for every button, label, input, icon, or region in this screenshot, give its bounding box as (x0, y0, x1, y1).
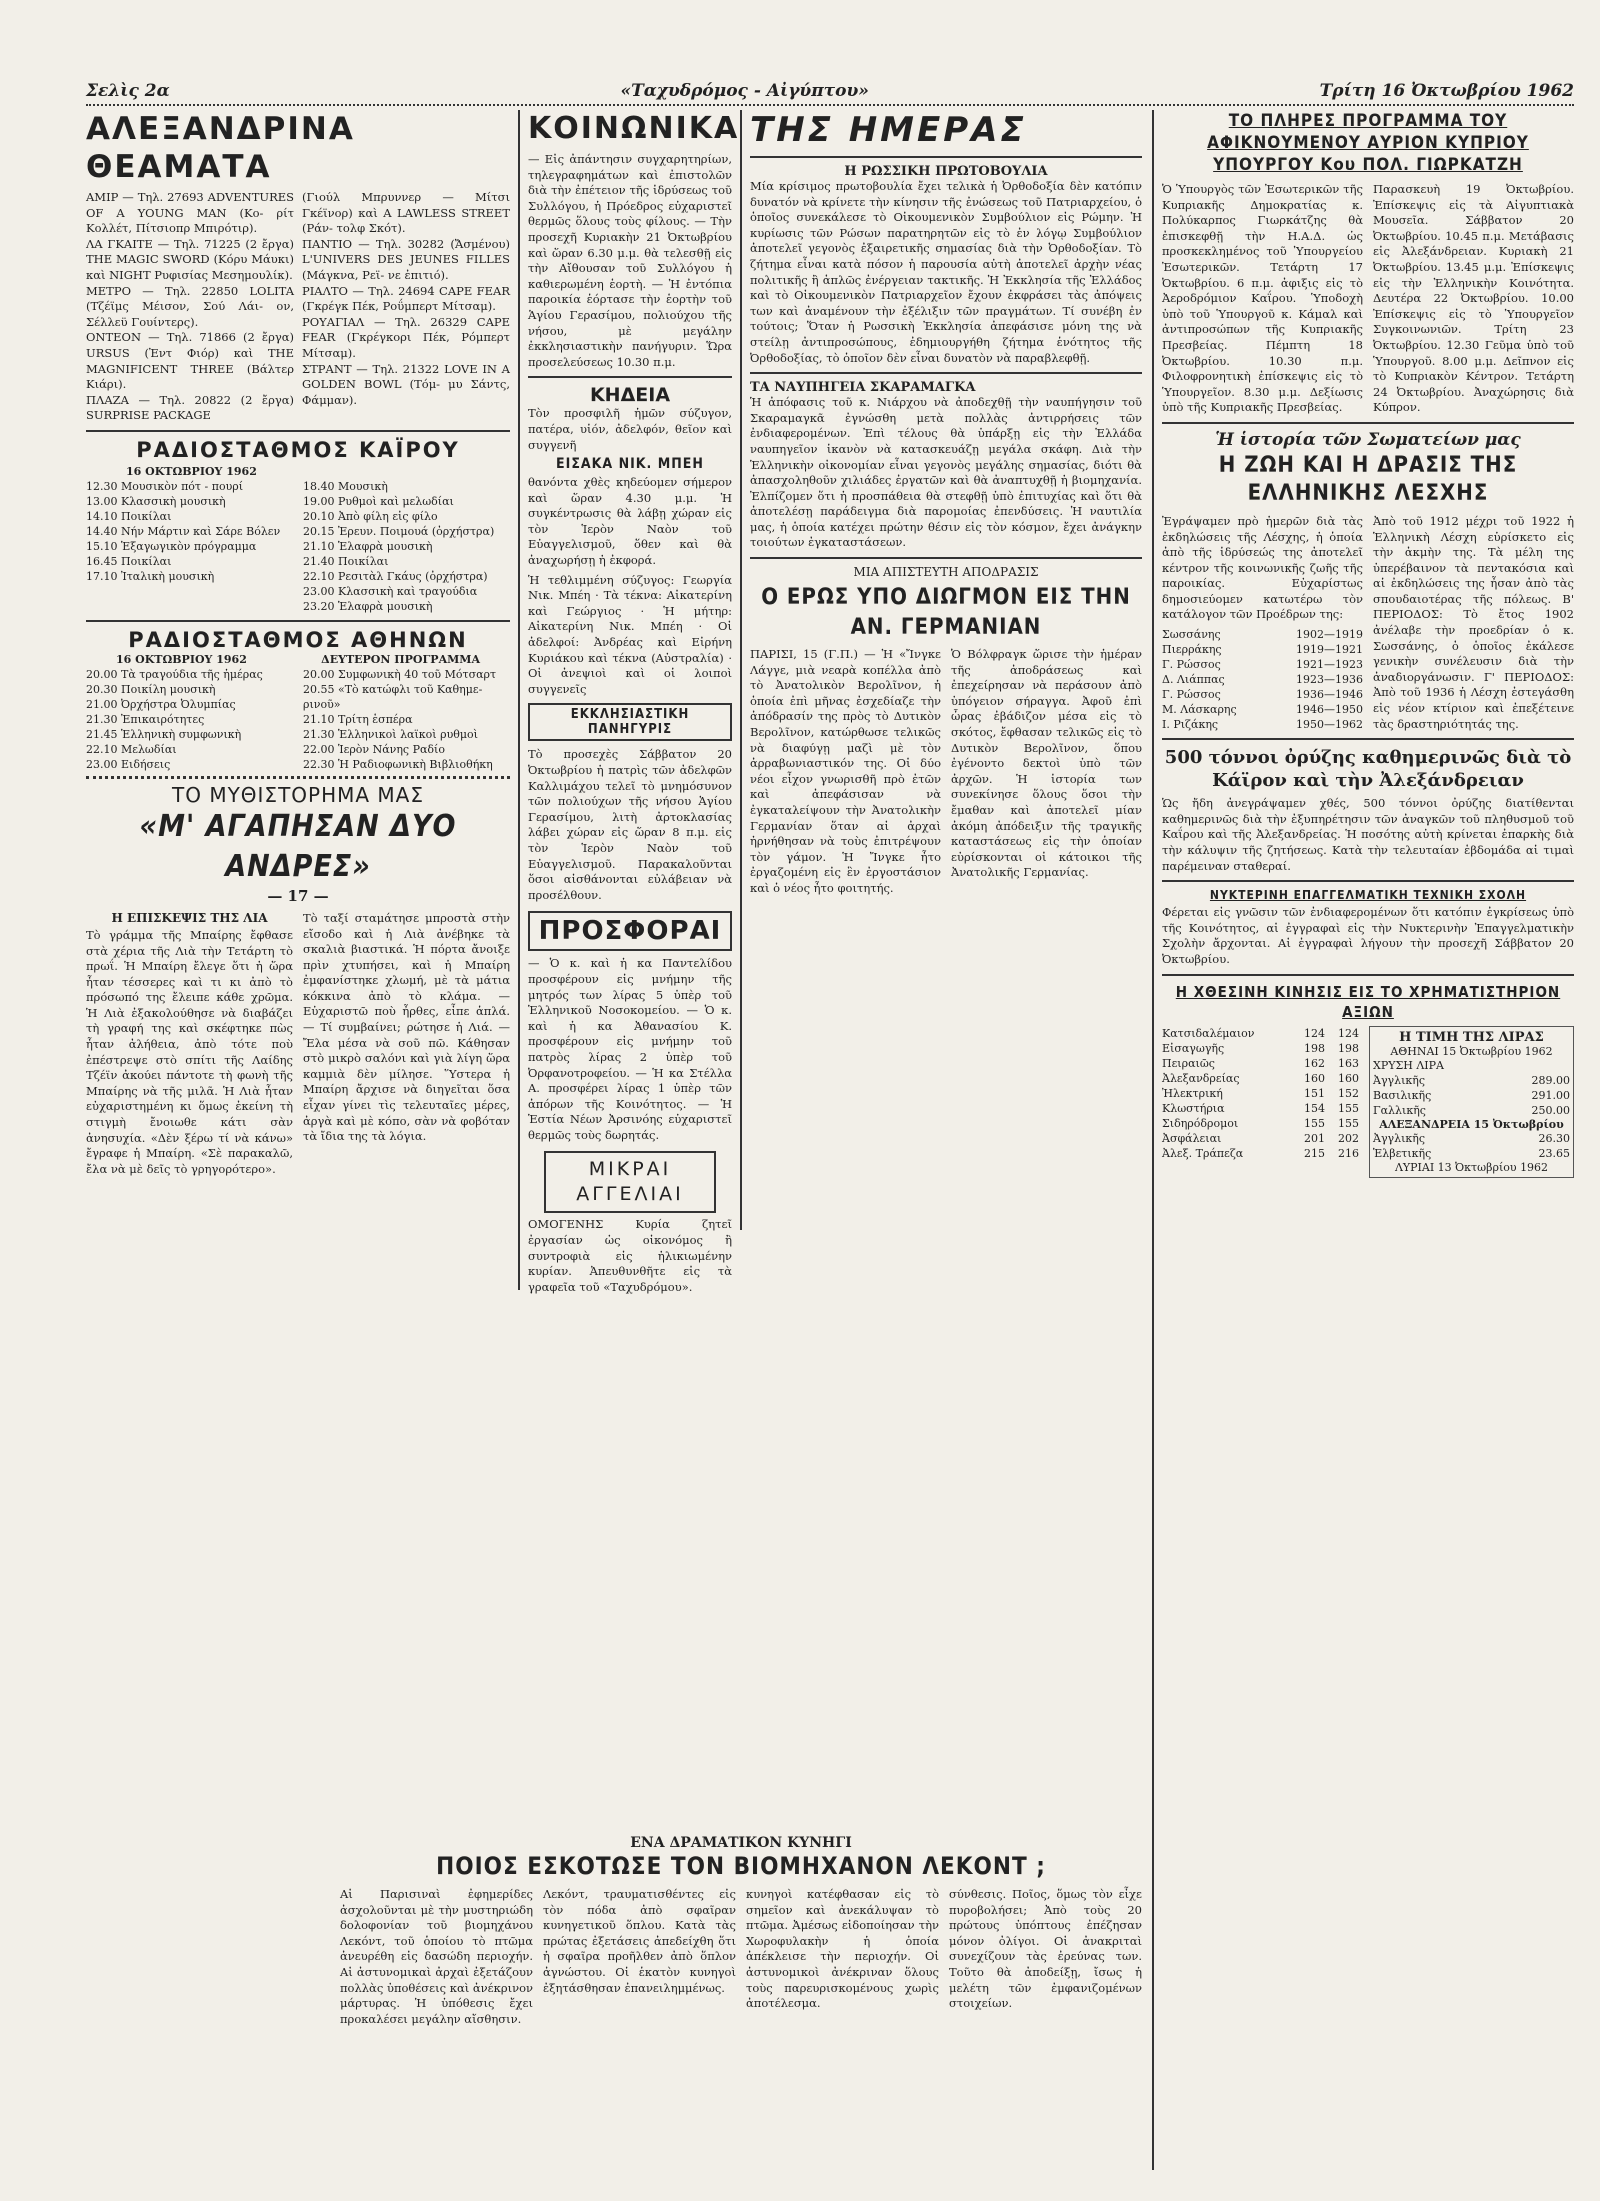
market-row-close: 198 (1338, 1041, 1359, 1055)
cinema-listing: ΡΟΥΑΓΙΑΛ — Τηλ. 26329 CAPE FEAR (Γκρέγκορι Πέκ, Ρόμπερτ Μίτσαμ). (302, 314, 510, 360)
bottom-text-d: σύνθεσις. Ποῖος, ὅμως τὸν εἶχε πυροβολήσει; Ἀπὸ τοὺς 20 πρώτους ὑπόπτους ἐπέζησαν μόνον ὀλίγοι. Οἱ ἀνακριταὶ συνεχίζουν τὰς ἐρεύνας των. Τοῦτο θὰ ἀποδείξῃ, ἴσως ἡ μελέτη τῶν ἐμφανιζομένων στοιχείων. (949, 1887, 1142, 2011)
gold-row-label: Γαλλικῆς (1373, 1103, 1426, 1117)
president-row-label: Μ. Λάσκαρης (1162, 703, 1237, 717)
escape-title: Ο ΕΡΩΣ ΥΠΟ ΔΙΩΓΜΟΝ ΕΙΣ ΤΗΝ ΑΝ. ΓΕΡΜΑΝΙΑΝ (761, 585, 1131, 641)
president-row-value: 1936—1946 (1296, 688, 1363, 702)
church-text: Τὸ προσεχὲς Σάββατον 20 Ὀκτωβρίου ἡ πατρὶς τῶν ἀδελφῶν Καλλιμάχου τελεῖ τὸ μνημόσυνον τῶν πολιούχων τῆς νήσου Ἁγίου Γερασίμου, λιτὴ ἀρτοκλασίας λάβει χώραν εἰς ὥραν 8 π.μ. εἰς τὸν Ἱερὸν Ναὸν τοῦ Εὐαγγελισμοῦ. Παρακαλοῦνται ὅσοι αἰσθάνονται εὐλάβειαν νὰ προσέλθουν. (528, 747, 732, 902)
bottom-title: ΠΟΙΟΣ ΕΣΚΟΤΩΣΕ ΤΟΝ ΒΙΟΜΗΧΑΝΟΝ ΛΕΚΟΝΤ ; (436, 1852, 1046, 1880)
market-row (1162, 1041, 1359, 1056)
schedule-item: 15.10 Ἑξαγωγικὸν πρόγραμμα (86, 539, 257, 553)
gold-date: ΑΘΗΝΑΙ 15 Ὀκτωβρίου 1962 (1390, 1044, 1553, 1058)
market-row (1162, 1131, 1359, 1146)
president-row (1162, 687, 1363, 702)
market-row-name: Εἰσαγωγῆς (1162, 1041, 1225, 1055)
offerings-title: ΠΡΟΣΦΟΡΑΙ (528, 911, 732, 951)
market-row (1162, 1146, 1359, 1161)
schedule-item: 21.30 Ἐπικαιρότητες (86, 712, 205, 726)
president-row-value: 1919—1921 (1296, 643, 1363, 657)
column-news (1162, 110, 1574, 1178)
radio-athens-right (303, 667, 510, 772)
cinema-listings (86, 190, 510, 424)
schedule-item: 20.00 Συμφωνικὴ 40 τοῦ Μότσαρτ (303, 667, 497, 681)
gold-row-value: 291.00 (1531, 1088, 1570, 1102)
escape-text-a: ΠΑΡΙΣΙ, 15 (Γ.Π.) — Ἡ «Ἴνγκε Λάγγε, μιὰ νεαρὰ κοπέλλα ἀπὸ τὸ Ἀνατολικὸν Βερολῖνον, ἡ ὁποία ἐπὶ μῆνας ἐσχεδίαζε τὴν ἀπόδρασίν της πρὸς τὸ Δυτικὸν Βερολῖνον, κατώρθωσε τελικῶς νὰ διαφύγῃ μαζὶ μὲ τὸν ἀρραβωνιαστικόν της. Οἱ δύο νέοι εἶχον γνωρισθῆ πρὸ ἐτῶν καὶ ἀπεφάσισαν νὰ ἐγκαταλείψουν τὴν Ἀνατολικὴν Γερμανίαν ὅταν αἱ ἀρχαὶ ἠρνήθησαν νὰ τοὺς ἐπιτρέψουν τὸν γάμον. Ἡ Ἴνγκε ἦτο ἐργαζομένη εἰς ἓν ἐργοστάσιον καὶ ὁ νέος ἦτο φοιτητής. (750, 647, 941, 895)
schedule-item: 19.00 Ρυθμοὶ καὶ μελωδίαι (303, 494, 454, 508)
cinema-listing: ΜΕΤΡΟ — Τηλ. 22850 LOLITA (Τζέϊμς Μέισον, Σού Λάι- ον, Σέλλεϋ Γουίντερς). (86, 283, 294, 329)
president-row-value: 1946—1950 (1296, 703, 1363, 717)
classifieds-title: ΜΙΚΡΑΙ ΑΓΓΕΛΙΑΙ (544, 1151, 716, 1213)
funeral-name: ΕΙΣΑΚΑ ΝΙΚ. ΜΠΕΗ (556, 456, 704, 473)
schedule-item: 21.00 Ὀρχήστρα Ὀλυμπίας (86, 697, 236, 711)
radio-cairo-date: 16 ΟΚΤΩΒΡΙΟΥ 1962 (126, 464, 257, 478)
cinema-listing: (Γιούλ Μπρυννερ — Μίτσι Γκέϊνορ) καὶ A LAWLESS STREET (Ράν- τολφ Σκότ). (302, 190, 510, 236)
minister-program-title: ΤΟ ΠΛΗΡΕΣ ΠΡΟΓΡΑΜΜΑ ΤΟΥ ΑΦΙΚΝΟΥΜΕΝΟΥ ΑΥΡΙΟΝ ΚΥΠΡΙΟΥ ΥΠΟΥΡΓΟΥ Κου ΠΟΛ. ΓΙΩΡΚΑΤΖΗ (1207, 111, 1529, 175)
funeral-title: ΚΗΔΕΙΑ (589, 384, 671, 407)
market-row-close: 202 (1338, 1131, 1359, 1145)
market-row-name: Πειραιῶς (1162, 1056, 1215, 1070)
cinema-listing: ΡΙΑΛΤΟ — Τηλ. 24694 CAPE FEAR (Γκρέγκ Πέκ, Ροΰμπερτ Μίτσαμ). (302, 283, 510, 314)
gold-row-label: Ἑλβετικῆς (1373, 1146, 1432, 1160)
section-title-shows: ΑΛΕΞΑΝΔΡΙΝΑ ΘΕΑΜΑΤΑ (86, 111, 355, 185)
gold-rows-athens (1373, 1058, 1570, 1118)
cinema-list-left (86, 190, 294, 424)
gold-row-label: ΧΡΥΣΗ ΛΙΡΑ (1373, 1058, 1444, 1072)
market-row-close: 163 (1338, 1056, 1359, 1070)
cinema-listing: ΣΤΡΑΝΤ — Τηλ. 21322 LOVE IN A GOLDEN BOWL (Τόμ- μυ Σάντς, Φάμμαν). (302, 361, 510, 407)
offerings-text: — Ὁ κ. καὶ ἡ κα Παντελίδου προσφέρουν εἰς μνήμην τῆς μητρός των λίρας 5 ὑπὲρ τοῦ Ἑλληνικοῦ Νοσοκομείου. — Ὁ κ. καὶ ἡ κα Ἀθανασίου Κ. προσφέρουν εἰς μνήμην τοῦ πατρὸς λίρας 2 ὑπὲρ τοῦ Ὀρφανοτροφείου. — Ἡ κα Στέλλα Α. προσφέρει λίρας 1 ὑπὲρ τῶν ἀπόρων τῆς Κοινότητος. — Ἡ Ἑστία Νέων Ἀρσινόης εὐχαριστεῖ θερμῶς τοὺς δωρητάς. (528, 956, 732, 1142)
masthead (86, 78, 1574, 106)
novel-title: «Μ' ΑΓΑΠΗΣΑΝ ΔΥΟ ΑΝΔΡΕΣ» (139, 808, 457, 884)
divider (1162, 880, 1574, 882)
market-row-close: 160 (1338, 1071, 1359, 1085)
president-row-value: 1902—1919 (1296, 628, 1363, 642)
divider (86, 620, 510, 622)
funeral-text-2: θανόντα χθὲς κηδεύομεν σήμερον καὶ ὥραν 4.30 μ.μ. Ἡ συγκέντρωσις θὰ λάβῃ χώραν εἰς τὸν Ἱερὸν Ναὸν τοῦ Εὐαγγελισμοῦ, ὅθεν καὶ θὰ ἀναχωρήσῃ ἡ ἐκφορά. (528, 475, 732, 568)
gold-row-value: 26.30 (1538, 1131, 1570, 1145)
schedule-item: 20.15 Ἐρευν. Ποιμουά (ὀρχήστρα) (303, 524, 495, 538)
classifieds-text: ΟΜΟΓΕΝΗΣ Κυρία ζητεῖ ἐργασίαν ὡς οἰκονόμος ἢ συντροφιὰ εἰς ἡλικιωμένην κυρίαν. Ἀπευθυνθῆτε εἰς τὰ γραφεῖα τοῦ «Ταχυδρόμου». (528, 1217, 732, 1294)
cinema-listing: ΟΝΤΕΟΝ — Τηλ. 71866 (2 ἔργα) URSUS (Ἐντ Φιόρ) καὶ THE MAGNIFICENT THREE (Βάλτερ Κιάρι). (86, 330, 294, 392)
market-row-name: Ἠλεκτρική (1162, 1086, 1223, 1100)
schedule-item: 20.55 «Τὸ κατώφλι τοῦ Καθημε- ρινοῦ» (303, 682, 483, 711)
schedule-item: 21.40 Ποικίλαι (303, 554, 389, 568)
cinema-listing: ΠΛΑΖΑ — Τηλ. 20822 (2 ἔργα) SURPRISE PACKAGE (86, 392, 294, 423)
president-row-label: Γ. Ρώσσος (1162, 658, 1221, 672)
editorial-text: Μία κρίσιμος πρωτοβουλία ἔχει τελικὰ ἡ Ὀρθοδοξία δὲν κατόπιν δυνατόν νὰ κρίνετε τὴν κίνησιν τῆς ἐνώσεως τοῦ Πατριαρχείου, ὁ ὁποῖος συνεκάλεσε τὸ Οἰκουμενικὸν Συμβούλιον εἰς Ρώμην. Ἡ κυρίωσις τῶν Ρώσων παρατηρητῶν εἰς τὸ ἐν λόγῳ Συμβούλιον ἀποτελεῖ γεγονὸς ἐξαιρετικῆς σημασίας διὰ τὴν Ὀρθοδοξίαν. Τὸ ζήτημα εἶναι κατὰ πόσον ἡ παρουσία αὐτὴ ἀποτελεῖ ἀρχὴν νέας πολιτικῆς ἢ ἁπλῶς ἐνέργειαν τακτικῆς. Ἡ Ἐκκλησία τῆς Ἑλλάδος καὶ τὸ Οἰκουμενικὸν Πατριαρχεῖον ἔχουν ἐκφράσει τὰς ἀπόψεις των καὶ ἀναμένουν τὴν ἐξέλιξιν τῶν πραγμάτων. Τί συνέβη ἐν τούτοις; Ὅταν ἡ Ρωσσικὴ Ἐκκλησία ἀπεφάσισε μόνη της νὰ στείλῃ ἀντιπροσώπους, ἐδημιουργήθη ζήτημα ἑνότητος τῆς Ὀρθοδοξίας, τὸ ὁποῖον δὲν εἶναι δυνατὸν νὰ παραβλεφθῇ. (750, 179, 1142, 365)
divider (750, 557, 1142, 559)
schedule-item: 23.00 Κλασσικὴ καὶ τραγούδια (303, 584, 478, 598)
gold-row-label: Ἀγγλικῆς (1373, 1131, 1426, 1145)
divider (750, 156, 1142, 158)
market-row-close: 152 (1338, 1086, 1359, 1100)
radio-athens-title: ΡΑΔΙΟΣΤΑΘΜΟΣ ΑΘΗΝΩΝ (128, 627, 468, 652)
column-editorial (750, 110, 1142, 897)
history-title: Η ΖΩΗ ΚΑΙ Η ΔΡΑΣΙΣ ΤΗΣ ΕΛΛΗΝΙΚΗΣ ΛΕΣΧΗΣ (1218, 452, 1518, 506)
radio-cairo-right (303, 479, 510, 614)
shipyards-text: Ἡ ἀπόφασις τοῦ κ. Νιάρχου νὰ ἀποδεχθῇ τὴν ναυπήγησιν τοῦ Σκαραμαγκᾶ ἐγνώσθη μετὰ πολλὰς ἀντιρρήσεις τῶν ἐνδιαφερομένων. Ἐπὶ τέλους θὰ ὑπάρξῃ εἰς τὴν Ἑλλάδα ναυπηγεῖον ἱκανὸν νὰ κατασκευάζῃ μεγάλα σκάφη. Διὰ τὴν Ἑλληνικὴν οἰκονομίαν εἶναι γεγονὸς μεγάλης σημασίας, διότι θὰ ἀπασχοληθοῦν χιλιάδες ἐργατῶν καὶ θὰ ἀναπτυχθῇ ἡ βιομηχανία. Ἐλπίζομεν ὅτι ἡ προσπάθεια θὰ στεφθῇ ὑπὸ ἐπιτυχίας καὶ ὅτι θὰ ἀποτελέσῃ παράδειγμα διὰ παρομοίας ἐπενδύσεις. Ἡ ναυτιλία μας, ἡ ὁποία κατέχει πρώτην θέσιν εἰς τὸν κόσμον, ἔχει ἀνάγκην τοιούτων ἐγκαταστάσεων. (750, 395, 1142, 550)
page-number: Σελὶς 2α (86, 81, 170, 101)
history-column-a (1162, 514, 1363, 732)
history-text-b: Ἀπὸ τοῦ 1912 μέχρι τοῦ 1922 ἡ Ἑλληνικὴ Λέσχη εὑρίσκετο εἰς τὴν ἀκμὴν της. Τὰ μέλη της ὑπερέβαινον τὰ πεντακόσια καὶ αἱ ἐκδηλώσεις της ἦσαν ἀπὸ τὰς σπουδαιοτέρας τῆς πόλεως. Β' ΠΕΡΙΟΔΟΣ: Τὸ ἔτος 1902 ἀνέλαβε τὴν προεδρίαν ὁ κ. Σωσσάνης, ὁ ὁποῖος ἐκάλεσε γενικὴν συνέλευσιν διὰ τὴν ἀναδιοργάνωσιν. Γ' ΠΕΡΙΟΔΟΣ: Ἀπὸ τοῦ 1936 ἡ Λέσχη ἐστεγάσθη εἰς νέον κτίριον καὶ ἐπεξέτεινε τὰς δραστηριότητάς της. (1373, 513, 1574, 731)
market-row-close: 155 (1338, 1101, 1359, 1115)
radio-athens-dates (86, 652, 510, 667)
president-row (1162, 627, 1363, 642)
market-row-name: Ἀσφάλειαι (1162, 1131, 1222, 1145)
newspaper-name: «Ταχυδρόμος - Αἰγύπτου» (620, 81, 869, 101)
president-row (1162, 717, 1363, 732)
editorial-subtitle: Η ΡΩΣΣΙΚΗ ΠΡΩΤΟΒΟΥΛΙΑ (844, 164, 1048, 179)
gold-row-label: Βασιλικῆς (1373, 1088, 1432, 1102)
market-row (1162, 1026, 1359, 1041)
schedule-item: 14.40 Νήν Μάρτιν καὶ Σάρε Βόλεν (86, 524, 281, 538)
rice-title: 500 τόννοι ὀρύζης καθημερινῶς διὰ τὸ Κάϊρον καὶ τὴν Ἀλεξάνδρειαν (1164, 747, 1572, 792)
schedule-item: 21.10 Τρίτη ἑσπέρα (303, 712, 413, 726)
gold-row (1373, 1058, 1570, 1073)
market-row-close: 155 (1338, 1116, 1359, 1130)
stock-market-title: Η ΧΘΕΣΙΝΗ ΚΙΝΗΣΙΣ ΕΙΣ ΤΟ ΧΡΗΜΑΤΙΣΤΗΡΙΟΝ ΑΞΙΩΝ (1175, 982, 1561, 1021)
gold-row (1373, 1088, 1570, 1103)
market-row-open: 160 (1304, 1071, 1325, 1085)
history-column-b (1373, 514, 1574, 732)
president-row-label: Ι. Ριζάκης (1162, 718, 1219, 732)
market-row (1162, 1101, 1359, 1116)
novel-kicker: ΤΟ ΜΥΘΙΣΤΟΡΗΜΑ ΜΑΣ (172, 782, 424, 807)
novel-text-a: Τὸ γράμμα τῆς Μπαίρης ἔφθασε στὰ χέρια τῆς Λιὰ τὴν Τετάρτη τὸ πρωΐ. Ἡ Μπαίρη ἔλεγε ὅτι ἡ ὥρα ἦταν τέσσερες καὶ τι κι ἀπὸ τὸ πρόσωπό της ἔλειπε κάθε χρῶμα. Ἡ Λιὰ ἐξακολούθησε νὰ διαβάζει τὴ γραφή της καὶ σκέφτηκε πὼς ἦταν ἀλήθεια, ἀπὸ τότε ποὺ ἐπέστρεψε στὸ σπίτι τῆς Λαίδης Τζέϊν ἀκούει πάντοτε τὴ φωνὴ τῆς Μπαίρης νὰ τῆς μιλᾶ. Ἡ Λιὰ ἦταν εὐχαριστημένη κι ὅμως ἐκείνη τὴ στιγμὴ ἔνοιωθε κάτι σὰν ἀνησυχία. «Δὲν ξέρω τί νὰ κάνω» ἔγραφε ἡ Μπαίρη. «Σὲ παρακαλῶ, ἔλα νὰ μὲ δεῖς τὸ γρηγορότερο». (86, 927, 293, 1176)
gold-row-value: 250.00 (1531, 1103, 1570, 1117)
issue-date: Τρίτη 16 Ὀκτωβρίου 1962 (1319, 81, 1574, 101)
bottom-story (340, 1835, 1142, 2027)
market-row-close: 216 (1338, 1146, 1359, 1160)
president-row-value: 1921—1923 (1296, 658, 1363, 672)
night-school-text: Φέρεται εἰς γνῶσιν τῶν ἐνδιαφερομένων ὅτι κατόπιν ἐγκρίσεως ὑπὸ τῆς Κοινότητος, αἱ ἐγγραφαὶ εἰς τὴν Νυκτερινὴν Ἐπαγγελματικὴν Σχολὴν ἄρχονται. Αἱ ἐγγραφαὶ λήγουν τὴν προσεχῆ Σάββατον 20 Ὀκτωβρίου. (1162, 905, 1574, 966)
radio-cairo-left (86, 479, 293, 614)
market-row (1162, 1116, 1359, 1131)
radio-athens-left (86, 667, 293, 772)
rice-text: Ὡς ἤδη ἀνεγράψαμεν χθές, 500 τόννοι ὀρύζης διατίθενται καθημερινῶς διὰ τὴν ἐξυπηρέτησιν τῶν ἀναγκῶν τοῦ πληθυσμοῦ τοῦ Καΐρου καὶ τῆς Ἀλεξανδρείας. Ἡ ποσότης αὐτὴ κρίνεται ἐπαρκὴς διὰ τὴν κάλυψιν τῆς ζητήσεως. Κατὰ τὴν τελευταίαν ἑβδομάδα αἱ τιμαὶ παρέμειναν σταθεραί. (1162, 796, 1574, 873)
escape-body (750, 647, 1142, 897)
cinema-listing: ΠΑΝΤΙΟ — Τηλ. 30282 (Ἄσμένου) L'UNIVERS DES JEUNES FILLES (Μάγκνα, Ρεϊ- νε ἐπιτιό). (302, 236, 510, 282)
bottom-kicker: ΕΝΑ ΔΡΑΜΑΤΙΚΟΝ ΚΥΝΗΓΙ (630, 1835, 852, 1851)
divider (528, 376, 732, 378)
column-rule (518, 110, 520, 1290)
night-school-title: ΝΥΚΤΕΡΙΝΗ ΕΠΑΓΓΕΛΜΑΤΙΚΗ ΤΕΧΝΙΚΗ ΣΧΟΛΗ (1209, 888, 1527, 903)
bottom-body (340, 1887, 1142, 2027)
column-social (528, 110, 740, 1295)
section-title-day: ΤΗΣ ΗΜΕΡΑΣ (750, 110, 1027, 150)
stock-market-body (1162, 1026, 1574, 1178)
radio-cairo-schedule (86, 479, 510, 614)
market-row-name: Κλωστήρια (1162, 1101, 1225, 1115)
president-row-value: 1923—1936 (1296, 673, 1363, 687)
president-row-label: Σωσσάνης (1162, 628, 1221, 642)
market-row-open: 151 (1304, 1086, 1325, 1100)
gold-row-label: Ἀγγλικῆς (1373, 1073, 1426, 1087)
market-row (1162, 1056, 1359, 1071)
schedule-item: 21.45 Ἑλληνικὴ συμφωνικὴ (86, 727, 242, 741)
schedule-item: 22.30 Ἡ Ραδιοφωνικὴ Βιβλιοθήκη (303, 757, 493, 771)
funeral-mourners: Ἡ τεθλιμμένη σύζυγος: Γεωργία Νικ. Μπέη · Τὰ τέκνα: Αἰκατερίνη καὶ Γεώργιος · Ἡ μήτηρ: Αἰκατερίνη Νικ. Μπέη · Οἱ ἀδελφοί: Ἀνδρέας καὶ Εἰρήνη Κυριάκου καὶ τέκνα (Αὐστραλία) · Οἱ ἀνεψιοὶ καὶ οἱ λοιποὶ συγγενεῖς (528, 572, 732, 696)
novel-column-b (303, 911, 510, 1178)
market-row (1162, 1086, 1359, 1101)
cinema-listing: ΛΑ ΓΚΑΙΤΕ — Τηλ. 71225 (2 ἔργα) THE MAGIC SWORD (Κόρυ Μάυκι) καὶ NIGHT Ρυφισίας Μεσημουλίκ). (86, 236, 294, 282)
divider (1162, 422, 1574, 424)
market-row-open: 124 (1304, 1026, 1325, 1040)
market-row-open: 162 (1304, 1056, 1325, 1070)
president-row (1162, 702, 1363, 717)
gold-title: Η ΤΙΜΗ ΤΗΣ ΛΙΡΑΣ (1399, 1029, 1544, 1045)
divider (86, 430, 510, 432)
gold-row (1373, 1103, 1570, 1118)
president-row-label: Γ. Ρώσσος (1162, 688, 1221, 702)
schedule-item: 17.10 Ἰταλικὴ μουσικὴ (86, 569, 215, 583)
gold-rows-alexandria (1373, 1131, 1570, 1161)
cinema-listing: AMIP — Τηλ. 27693 ADVENTURES OF A YOUNG MAN (Κο- ρίτ Κολλέτ, Πίτσιοπρ Μπιρότιρ). (86, 190, 294, 236)
history-body (1162, 514, 1574, 732)
schedule-item: 21.10 Ἑλαφρὰ μουσικὴ (303, 539, 433, 553)
church-title: ΕΚΚΛΗΣΙΑΣΤΙΚΗ ΠΑΝΗΓΥΡΙΣ (528, 703, 732, 741)
column-entertainment (86, 110, 510, 1177)
minister-program-right: Παρασκευὴ 19 Ὀκτωβρίου. Ἐπίσκεψις εἰς τὰ Αἰγυπτιακὰ Μουσεῖα. Σάββατον 20 Ὀκτωβρίου. 10.45 π.μ. Μετάβασις εἰς Ἀλεξάνδρειαν. Κυριακὴ 21 Ὀκτωβρίου. 13.45 μ.μ. Ἐπίσκεψις εἰς τὴν Ἑλληνικὴν Κοινότητα. Δευτέρα 22 Ὀκτωβρίου. 10.00 Ἐπίσκεψις εἰς τὸ Ὑπουργεῖον Συγκοινωνιῶν. Τρίτη 23 Ὀκτωβρίου. 12.30 Γεῦμα ὑπὸ τοῦ Ὑπουργοῦ. 8.00 μ.μ. Δεῖπνον εἰς τὸ Κυπριακὸν Κέντρον. Τετάρτη 24 Ὀκτωβρίου. Ἀναχώρησις διὰ Κύπρον. (1373, 182, 1574, 415)
divider (1162, 738, 1574, 740)
gold-row (1373, 1073, 1570, 1088)
president-row-label: Δ. Λιάππας (1162, 673, 1225, 687)
schedule-item: 22.10 Μελωδίαι (86, 742, 177, 756)
novel-body (86, 911, 510, 1178)
novel-column-a (86, 911, 293, 1178)
schedule-item: 16.45 Ποικίλαι (86, 554, 172, 568)
cinema-list-right (302, 190, 510, 424)
market-row-open: 154 (1304, 1101, 1325, 1115)
dotted-divider (86, 776, 510, 779)
history-text-a: Ἐγράψαμεν πρὸ ἡμερῶν διὰ τὰς ἐκδηλώσεις τῆς Λέσχης, ἡ ὁποία ἀπὸ τῆς ἱδρύσεώς της ἀποτελεῖ κέντρον τῆς κοινωνικῆς ζωῆς τῆς παροικίας. Εὐχαρίστως δημοσιεύομεν κατωτέρω τὸν κατάλογον τῶν Προέδρων της: (1162, 513, 1363, 622)
schedule-item: 23.00 Ειδήσεις (86, 757, 171, 771)
market-row-name: Κατσιδαλέμαιον (1162, 1026, 1255, 1040)
bottom-text-b: Λεκόντ, τραυματισθέντες εἰς τὸν πόδα ἀπὸ σφαῖραν κυνηγετικοῦ ὅπλου. Κατὰ τὰς πρώτας ἐξετάσεις ἀπεδείχθη ὅτι ἡ σφαῖρα προῆλθεν ἀπὸ ὅπλον ἀγνώστου. Οἱ ἑκατὸν κυνηγοὶ ἐξητάσθησαν ἐπανειλημμένως. (543, 1887, 736, 1995)
market-row-open: 201 (1304, 1131, 1325, 1145)
gold-price-box (1369, 1026, 1574, 1178)
schedule-item: 14.10 Ποικίλαι (86, 509, 172, 523)
column-rule (1152, 110, 1154, 2170)
presidents-list (1162, 627, 1363, 732)
schedule-item: 20.30 Ποικίλη μουσικὴ (86, 682, 216, 696)
stock-market-table (1162, 1026, 1359, 1178)
schedule-item: 23.20 Ἑλαφρὰ μουσικὴ (303, 599, 433, 613)
gold-row (1373, 1146, 1570, 1161)
history-kicker: Ἡ ἱστορία τῶν Σωματείων μας (1215, 429, 1521, 450)
schedule-item: 22.00 Ἱερὸν Νάνης Ραδίο (303, 742, 445, 756)
funeral-text: Τὸν προσφιλῆ ἡμῶν σύζυγον, πατέρα, υἱόν, ἀδελφόν, θεῖον καὶ συγγενῆ (528, 406, 732, 452)
novel-subtitle: Η ΕΠΙΣΚΕΨΙΣ ΤΗΣ ΛΙΑ (111, 910, 268, 925)
gold-row-value: 23.65 (1538, 1146, 1570, 1160)
radio-athens-schedule (86, 667, 510, 772)
schedule-item: 21.30 Ἑλληνικοὶ λαϊκοὶ ρυθμοὶ (303, 727, 478, 741)
market-row-open: 215 (1304, 1146, 1325, 1160)
column-rule (740, 110, 742, 1230)
president-row (1162, 672, 1363, 687)
market-row-open: 198 (1304, 1041, 1325, 1055)
president-row (1162, 657, 1363, 672)
social-text: — Εἰς ἀπάντησιν συγχαρητηρίων, τηλεγραφημάτων καὶ ἐπιστολῶν διὰ τὴν ἐπέτειον τῆς ἱδρύσεως τοῦ Συλλόγου, ἡ Πρόεδρος εὐχαριστεῖ θερμῶς ὅλους τοὺς φίλους. — Τὴν προσεχῆ Κυριακὴν 21 Ὀκτωβρίου καὶ ὥραν 6.30 μ.μ. θὰ τελεσθῇ εἰς τὴν Αἴθουσαν τοῦ Συλλόγου ἡ καθιερωμένη ἑορτὴ. — Ἡ ἐντόπια παροικία ἑόρτασε τὴν ἑορτὴν τοῦ Ἁγίου Γερασίμου, πολιούχου τῆς νήσου, μὲ μεγάλην ἐκκλησιαστικὴν πανήγυριν. Ὥρα προσελεύσεως 10.30 π.μ. (528, 152, 732, 369)
president-row-value: 1950—1962 (1296, 718, 1363, 732)
bottom-text-a: Αἱ Παρισιναὶ ἐφημερίδες ἀσχολοῦνται μὲ τὴν μυστηριώδη δολοφονίαν τοῦ βιομηχάνου Λεκόντ, τοῦ ὁποίου τὸ πτῶμα ἀνευρέθη εἰς δασώδη περιοχήν. Αἱ ἀστυνομικαὶ ἀρχαὶ ἐξετάζουν πολλὰς ὑποθέσεις καὶ ἀνέκρινον μάρτυρας. Ἡ ὑπόθεσις ἔχει προκαλέσει μεγάλην αἴσθησιν. (340, 1887, 533, 2026)
radio-athens-second-program: ΔΕΥΤΕΡΟΝ ΠΡΟΓΡΑΜΜΑ (321, 652, 480, 666)
novel-chapter: — 17 — (267, 886, 329, 905)
gold-date-2: ΑΛΕΞΑΝΔΡΕΙΑ 15 Ὀκτωβρίου (1379, 1117, 1564, 1131)
bottom-text-c: κυνηγοὶ κατέφθασαν εἰς τὸ σημεῖον καὶ ἀνεκάλυψαν τὸ πτῶμα. Ἀμέσως εἰδοποίησαν τὴν Χωροφυλακὴν ἡ ὁποία ἀπέκλεισε τὴν περιοχήν. Οἱ ἀστυνομικοὶ ἀνέκριναν ὅλους τοὺς παρευρισκομένους χωρὶς ἀποτέλεσμα. (746, 1887, 939, 2011)
schedule-item: 18.40 Μουσικὴ (303, 479, 388, 493)
escape-kicker: ΜΙΑ ΑΠΙΣΤΕΥΤΗ ΑΠΟΔΡΑΣΙΣ (853, 565, 1039, 580)
escape-text-b: Ὁ Βόλφραγκ ὥρισε τὴν ἡμέραν τῆς ἀποδράσεως καὶ ἐπεχείρησαν νὰ περάσουν ἀπὸ ὑπόγειον σήραγγα. Ἀφοῦ ἐπὶ ὧρας ἐβάδιζον μέσα εἰς τὸ σκότος, ἔφθασαν τελικῶς εἰς τὸ Δυτικὸν Βερολῖνον, ὅπου ἐγένοντο δεκτοὶ ὑπὸ τῶν ἀρχῶν. Ἡ ἱστορία των συνεκίνησε ὅλους ὅσοι τὴν ἔμαθαν καὶ ἀποτελεῖ μίαν ἀκόμη ἀπόδειξιν τῆς τραγικῆς καταστάσεως εἰς τὴν ὁποίαν εὑρίσκονται οἱ κάτοικοι τῆς Ἀνατολικῆς Γερμανίας. (951, 647, 1142, 880)
minister-program-left: Ὁ Ὑπουργὸς τῶν Ἐσωτερικῶν τῆς Κυπριακῆς Δημοκρατίας κ. Πολύκαρπος Γιωρκάτζης θὰ ἐπισκεφθῇ τὴν Η.Α.Δ. ὡς προσκεκλημένος τοῦ Ὑπουργείου Ἐσωτερικῶν. Τετάρτη 17 Ὀκτωβρίου. 6 π.μ. ἀφιξις εἰς τὸ Ἀεροδρόμιον Καΐρου. Ὑποδοχὴ ὑπὸ τοῦ Ὑπουργοῦ κ. Κάμαλ καὶ ἀντιπροσώπων τῆς Κυπριακῆς Πρεσβείας. Πέμπτη 18 Ὀκτωβρίου. 10.30 π.μ. Φιλοφρονητικὴ ἐπίσκεψις εἰς τὸ Ὑπουργεῖον. 8.30 μ.μ. Δεξίωσις ὑπὸ τῆς Κυπριακῆς Πρεσβείας. (1162, 182, 1363, 415)
schedule-item: 22.10 Ρεσιτὰλ Γκάυς (ὀρχήστρα) (303, 569, 488, 583)
radio-athens-date: 16 ΟΚΤΩΒΡΙΟΥ 1962 (116, 652, 247, 666)
president-row (1162, 642, 1363, 657)
market-row-name: Ἀλεξανδρείας (1162, 1071, 1240, 1085)
schedule-item: 20.00 Τὰ τραγούδια τῆς ἡμέρας (86, 667, 263, 681)
gold-row (1373, 1131, 1570, 1146)
novel-text-b: Τὸ ταξί σταμάτησε μπροστὰ στὴν εἴσοδο καὶ ἡ Λιὰ ἀνέβηκε τὰ σκαλιὰ βιαστικά. Ἡ πόρτα ἄνοιξε πρὶν χτυπήσει, καὶ ἡ Μπαίρη ἐμφανίστηκε χλωμή, μὲ τὰ μάτια κόκκινα ἀπὸ τὸ κλάμα. — Εὐχαριστῶ ποὺ ἦρθες, εἶπε ἁπλά. — Τί συμβαίνει; ρώτησε ἡ Λιά. — Ἔλα μέσα νὰ σοῦ πῶ. Κάθησαν στὸ μικρὸ σαλόνι καὶ γιὰ λίγη ὥρα καμμιὰ δὲν μίλησε. Ὕστερα ἡ Μπαίρη ἄρχισε νὰ διηγεῖται ὅσα εἶχαν γίνει τὶς τελευταῖες μέρες, ἀργὰ καὶ μὲ κόπο, σὰν νὰ φοβόταν τὰ ἴδια της τὰ λόγια. (303, 910, 510, 1144)
market-row (1162, 1071, 1359, 1086)
schedule-item: 13.00 Κλασσικὴ μουσικὴ (86, 494, 226, 508)
section-title-social: ΚΟΙΝΩΝΙΚΑ (528, 111, 740, 146)
minister-program-body (1162, 182, 1574, 416)
divider (1162, 974, 1574, 976)
market-row-close: 124 (1338, 1026, 1359, 1040)
market-row-name: Σιδηρόδρομοι (1162, 1116, 1239, 1130)
market-row-open: 155 (1304, 1116, 1325, 1130)
schedule-item: 20.10 Ἀπὸ φίλη εἰς φίλο (303, 509, 438, 523)
president-row-label: Πιερράκης (1162, 643, 1222, 657)
gold-row-value: 289.00 (1531, 1073, 1570, 1087)
gold-footer: ΛΥΡΙΑΙ 13 Ὀκτωβρίου 1962 (1394, 1160, 1549, 1174)
radio-cairo-title: ΡΑΔΙΟΣΤΑΘΜΟΣ ΚΑΪΡΟΥ (136, 437, 460, 462)
market-row-name: Ἀλεξ. Τράπεζα (1162, 1146, 1244, 1160)
shipyards-title: ΤΑ ΝΑΥΠΗΓΕΙΑ ΣΚΑΡΑΜΑΓΚΑ (750, 380, 976, 396)
schedule-item: 12.30 Μουσικὸν πότ - πουρί (86, 479, 244, 493)
divider (750, 372, 1142, 374)
